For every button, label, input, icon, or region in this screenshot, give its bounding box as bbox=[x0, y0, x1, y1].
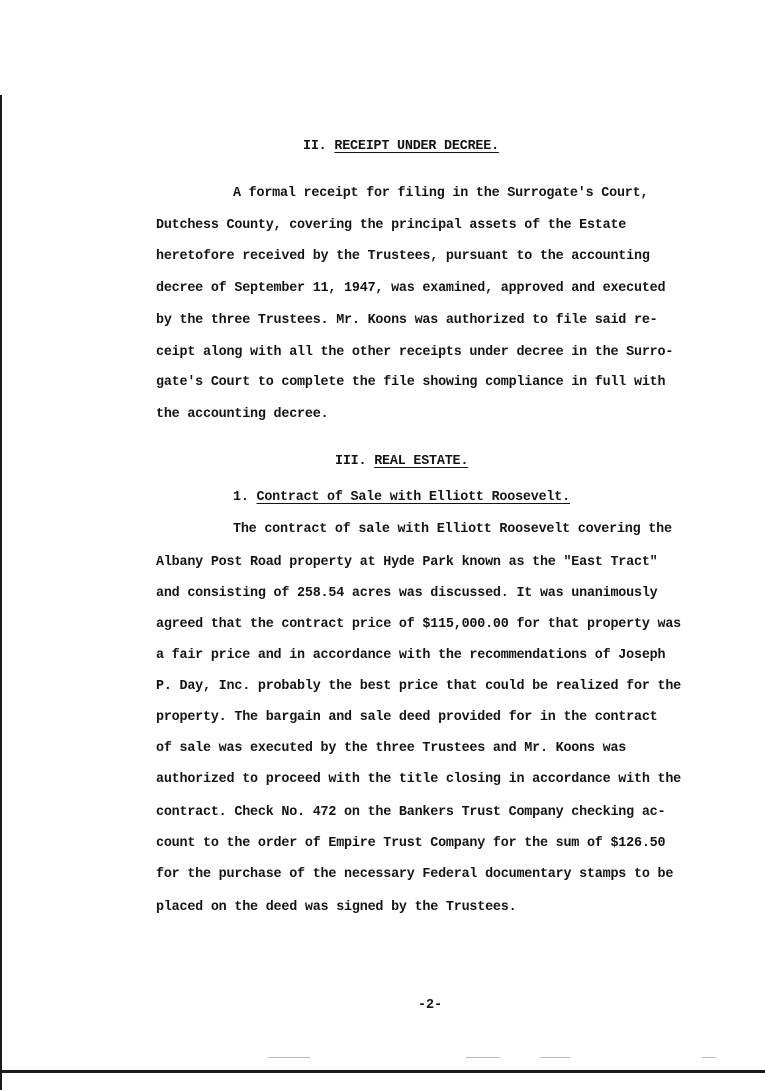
section-3-line: contract. Check No. 472 on the Bankers Trust Company checking ac- bbox=[156, 805, 666, 820]
section-3-line: The contract of sale with Elliott Roosevelt covering the bbox=[233, 522, 672, 537]
section-3-line: and consisting of 258.54 acres was discussed. It was unanimously bbox=[156, 586, 658, 601]
section-3-line: of sale was executed by the three Trustees and Mr. Koons was bbox=[156, 741, 627, 756]
subsection-number: 1. bbox=[233, 490, 249, 505]
section-2-line: decree of September 11, 1947, was examined, approved and executed bbox=[156, 281, 666, 296]
section-3-line: placed on the deed was signed by the Trustees. bbox=[156, 900, 517, 915]
section-3-line: for the purchase of the necessary Federal documentary stamps to be bbox=[156, 867, 674, 882]
scan-artifact-line bbox=[466, 1057, 500, 1058]
section-2-line: the accounting decree. bbox=[156, 407, 329, 422]
section-2-line: Dutchess County, covering the principal assets of the Estate bbox=[156, 218, 627, 233]
section-3-line: property. The bargain and sale deed provided for in the contract bbox=[156, 710, 658, 725]
subsection-title: Contract of Sale with Elliott Roosevelt. bbox=[256, 490, 570, 505]
bottom-border-rule bbox=[0, 1070, 765, 1073]
section-3-line: count to the order of Empire Trust Company for the sum of $126.50 bbox=[156, 836, 666, 851]
section-2-line: A formal receipt for filing in the Surrogate's Court, bbox=[233, 186, 649, 201]
scan-artifact-line bbox=[540, 1057, 570, 1058]
section-2-line: gate's Court to complete the file showing compliance in full with bbox=[156, 375, 666, 390]
page-number: -2- bbox=[418, 998, 443, 1013]
section-3-line: P. Day, Inc. probably the best price that could be realized for the bbox=[156, 679, 681, 694]
section-3-number: III. bbox=[335, 454, 367, 469]
section-2-title: RECEIPT UNDER DECREE. bbox=[334, 139, 499, 154]
scan-artifact-line bbox=[268, 1057, 310, 1058]
section-3-heading bbox=[335, 454, 468, 470]
subsection-heading bbox=[233, 490, 570, 506]
section-3-line: Albany Post Road property at Hyde Park known as the "East Tract" bbox=[156, 555, 658, 570]
section-2-heading bbox=[303, 139, 499, 155]
section-3-title: REAL ESTATE. bbox=[374, 454, 469, 469]
scan-artifact-line bbox=[702, 1057, 716, 1058]
section-2-line: heretofore received by the Trustees, pursuant to the accounting bbox=[156, 249, 650, 264]
section-3-line: a fair price and in accordance with the recommendations of Joseph bbox=[156, 648, 666, 663]
section-2-number: II. bbox=[303, 139, 327, 154]
section-3-line: authorized to proceed with the title closing in accordance with the bbox=[156, 772, 681, 787]
section-2-line: by the three Trustees. Mr. Koons was authorized to file said re- bbox=[156, 313, 658, 328]
section-2-line: ceipt along with all the other receipts under decree in the Surro- bbox=[156, 345, 674, 360]
section-3-line: agreed that the contract price of $115,000.00 for that property was bbox=[156, 617, 681, 632]
